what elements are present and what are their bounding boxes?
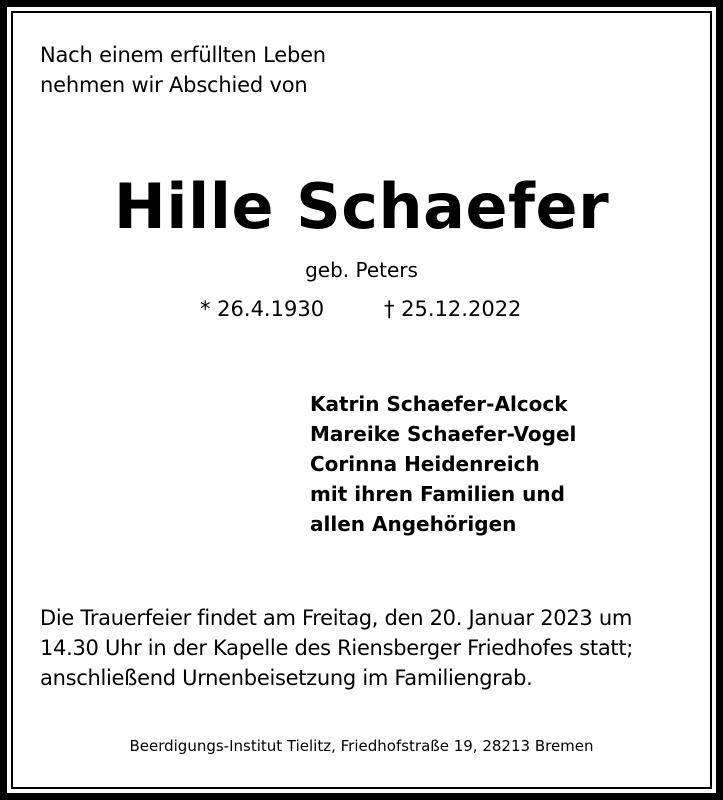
mourner-line: Mareike Schaefer-Vogel bbox=[310, 422, 577, 446]
death-date: † 25.12.2022 bbox=[384, 297, 522, 321]
funeral-home-footer: Beerdigungs-Institut Tielitz, Friedhofstraße 19, 28213 Bremen bbox=[129, 737, 594, 755]
mourner-line: Corinna Heidenreich bbox=[310, 452, 540, 476]
mourner-line: Katrin Schaefer-Alcock bbox=[310, 392, 568, 416]
ceremony-notice bbox=[40, 603, 633, 693]
intro-text bbox=[40, 40, 326, 100]
intro-line-1: Nach einem erfüllten Leben bbox=[40, 43, 326, 67]
deceased-name: Hille Schaefer bbox=[113, 170, 610, 243]
ceremony-line-2: 14.30 Uhr in der Kapelle des Riensberger Friedhofes statt; bbox=[40, 636, 634, 660]
ceremony-line-3: anschließend Urnenbeisetzung im Familiengrab. bbox=[40, 666, 533, 690]
mourners-list bbox=[310, 389, 576, 539]
mourner-line: allen Angehörigen bbox=[310, 512, 517, 536]
mourner-line: mit ihren Familien und bbox=[310, 482, 565, 506]
birth-date: * 26.4.1930 bbox=[200, 297, 325, 321]
intro-line-2: nehmen wir Abschied von bbox=[40, 73, 308, 97]
ceremony-line-1: Die Trauerfeier findet am Freitag, den 20. Januar 2023 um bbox=[40, 606, 632, 630]
maiden-name: geb. Peters bbox=[305, 258, 418, 282]
